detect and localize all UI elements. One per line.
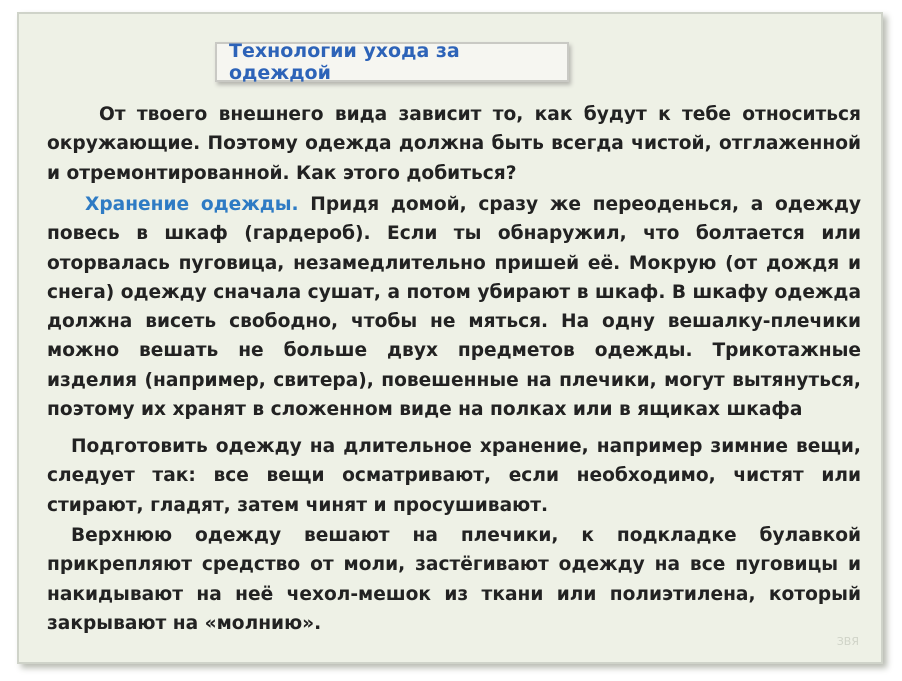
- paragraph-outerwear: Верхнюю одежду вешают на плечики, к подкладке булавкой прикрепляют средство от моли, застёгивают одежду на все пуговицы и накидывают на неё чехол-мешок из ткани или полиэтилена, который закрывают на «молнию».: [47, 525, 861, 634]
- watermark: ЗВЯ: [836, 635, 859, 648]
- title-box: [215, 42, 569, 82]
- slide-title: Технологии ухода за одеждой: [229, 40, 460, 84]
- storage-heading: Хранение одежды.: [85, 194, 299, 215]
- paragraph-intro: От твоего внешнего вида зависит то, как будут к тебе относиться окружающие. Поэтому одежда должна быть всегда чистой, отглаженной и отремонтированной. Как этого добиться?: [47, 104, 861, 184]
- slide: [17, 12, 883, 664]
- paragraph-long-storage: Подготовить одежду на длительное хранение, например зимние вещи, следует так: все вещи осматривают, если необходимо, чистят или стирают, гладят, затем чинят и просушивают.: [47, 436, 861, 516]
- paragraph-storage: [47, 190, 861, 424]
- storage-text: Придя домой, сразу же переоденься, а одежду повесь в шкаф (гардероб). Если ты обнаружил, что болтается или оторвалась пуговица, незамедлительно пришей её. Мокрую (от дождя и снега) одежду сначала сушат, а потом убирают в шкаф. В шкафу одежда должна висеть свободно, чтобы не мяться. На одну вешалку-плечики можно вешать не больше двух предметов одежды. Трикотажные изделия (например, свитера), повешенные на плечики, могут вытянуться, поэтому их хранят в сложенном виде на полках или в ящиках шкафа: [47, 194, 861, 421]
